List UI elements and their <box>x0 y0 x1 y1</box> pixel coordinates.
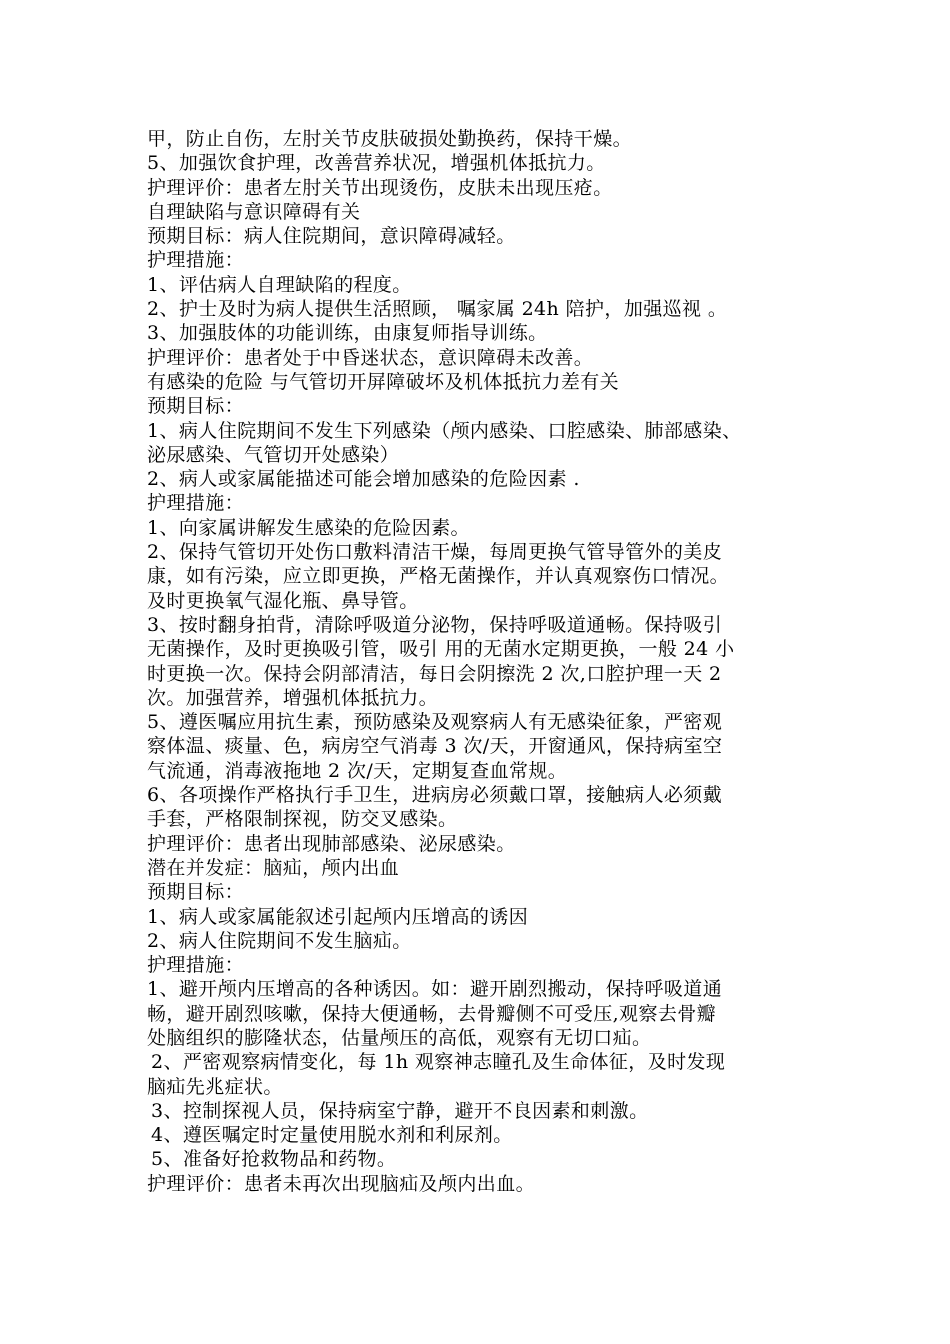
text-line: 2、病人或家属能描述可能会增加感染的危险因素 . <box>147 468 580 491</box>
text-line: 护理措施： <box>147 492 245 515</box>
text-line: 无菌操作，及时更换吸引管，吸引 用的无菌水定期更换，一般 24 小 <box>147 638 735 661</box>
text-line: 手套，严格限制探视，防交叉感染。 <box>147 808 458 831</box>
text-line: 护理措施： <box>147 954 245 977</box>
text-line: 护理评价：患者未再次出现脑疝及颅内出血。 <box>147 1172 536 1195</box>
section-heading: 有感染的危险 与气管切开屏障破坏及机体抵抗力差有关 <box>147 370 620 393</box>
document-page <box>147 127 837 1196</box>
text-line: 5、遵医嘱应用抗生素，预防感染及观察病人有无感染征象，严密观 <box>147 711 723 734</box>
text-line: 及时更换氧气湿化瓶、鼻导管。 <box>147 589 419 612</box>
text-line: 2、严密观察病情变化，每 1h 观察神志瞳孔及生命体征，及时发现 <box>151 1051 726 1074</box>
text-line: 1、评估病人自理缺陷的程度。 <box>147 273 412 296</box>
text-line: 康，如有污染，应立即更换，严格无菌操作，并认真观察伤口情况。 <box>147 565 730 588</box>
text-line: 脑疝先兆症状。 <box>147 1075 283 1098</box>
text-line: 2、保持气管切开处伤口敷料清洁干燥，每周更换气管导管外的美皮 <box>147 541 723 564</box>
text-line: 预期目标： <box>147 395 245 418</box>
text-line: 护理措施： <box>147 249 245 272</box>
text-line: 气流通，消毒液拖地 2 次/天，定期复查血常规。 <box>147 759 568 782</box>
text-line: 处脑组织的膨隆状态，估量颅压的高低，观察有无切口疝。 <box>147 1026 652 1049</box>
text-line: 预期目标：病人住院期间，意识障碍减轻。 <box>147 225 516 248</box>
section-heading: 自理缺陷与意识障碍有关 <box>147 200 361 223</box>
text-line: 次。加强营养，增强机体抵抗力。 <box>147 686 439 709</box>
text-line: 护理评价：患者左肘关节出现烫伤，皮肤未出现压疮。 <box>147 176 613 199</box>
text-line: 3、按时翻身拍背，清除呼吸道分泌物，保持呼吸道通畅。保持吸引 <box>147 613 723 636</box>
text-line: 护理评价：患者处于中昏迷状态，意识障碍未改善。 <box>147 346 594 369</box>
text-line: 畅，避开剧烈咳嗽，保持大便通畅，去骨瓣侧不可受压,观察去骨瓣 <box>147 1002 717 1025</box>
section-heading: 潜在并发症：脑疝，颅内出血 <box>147 856 400 879</box>
text-line: 5、准备好抢救物品和药物。 <box>151 1148 397 1171</box>
text-line: 护理评价：患者出现肺部感染、泌尿感染。 <box>147 832 516 855</box>
text-line: 泌尿感染、气管切开处感染） <box>147 443 400 466</box>
text-line: 时更换一次。保持会阴部清洁，每日会阴擦洗 2 次,口腔护理一天 2 <box>147 662 722 685</box>
text-line: 5、加强饮食护理，改善营养状况，增强机体抵抗力。 <box>147 152 606 175</box>
text-line: 1、避开颅内压增高的各种诱因。如：避开剧烈搬动，保持呼吸道通 <box>147 978 723 1001</box>
text-line: 4、遵医嘱定时定量使用脱水剂和利尿剂。 <box>151 1124 513 1147</box>
text-line: 3、控制探视人员，保持病室宁静，避开不良因素和刺激。 <box>151 1099 649 1122</box>
text-line: 2、护士及时为病人提供生活照顾， 嘱家属 24h 陪护，加强巡视 。 <box>147 298 728 321</box>
text-line: 2、病人住院期间不发生脑疝。 <box>147 929 412 952</box>
text-line: 6、各项操作严格执行手卫生，进病房必须戴口罩，接触病人必须戴 <box>147 784 723 807</box>
text-line: 预期目标： <box>147 881 245 904</box>
text-line: 1、向家属讲解发生感染的危险因素。 <box>147 516 470 539</box>
text-line: 3、加强肢体的功能训练，由康复师指导训练。 <box>147 322 548 345</box>
text-line: 1、病人或家属能叙述引起颅内压增高的诱因 <box>147 905 529 928</box>
text-line: 甲，防止自伤，左肘关节皮肤破损处勤换药，保持干燥。 <box>147 128 633 150</box>
text-line: 1、病人住院期间不发生下列感染（颅内感染、口腔感染、肺部感染、 <box>147 419 742 442</box>
text-line: 察体温、痰量、色，病房空气消毒 3 次/天，开窗通风，保持病室空 <box>147 735 723 758</box>
